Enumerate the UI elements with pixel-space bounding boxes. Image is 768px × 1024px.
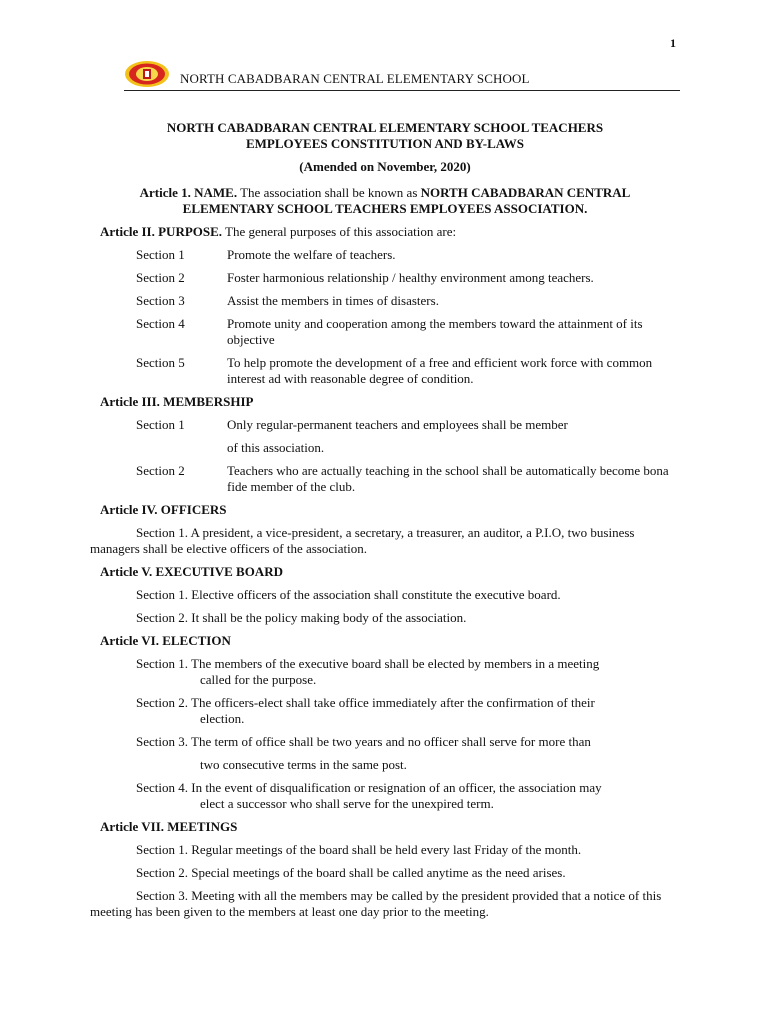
article-4-heading: Article IV. OFFICERS xyxy=(100,502,227,517)
article-2-heading: Article II. PURPOSE. The general purposes of this association are: xyxy=(100,224,457,239)
article-2-section-4: Section 4 Promote unity and cooperation among the members toward the attainment of its objective xyxy=(136,316,643,347)
association-name-1: NORTH CABADBARAN CENTRAL xyxy=(420,185,631,200)
association-name-2: ELEMENTARY SCHOOL TEACHERS EMPLOYEES ASSOCIATION. xyxy=(182,201,588,216)
page-header xyxy=(124,58,680,91)
article-1-text: The association shall be known as xyxy=(237,185,421,200)
article-4-section-1: Section 1. A president, a vice-president, a secretary, a treasurer, an auditor, a P.I.O, two business managers shall be elective officers of the association. xyxy=(90,525,635,556)
article-5-section-2: Section 2. It shall be the policy making body of the association. xyxy=(136,610,467,625)
doc-title xyxy=(90,120,680,152)
article-6-section-3: Section 3. The term of office shall be two years and no officer shall serve for more than two consecutive terms in the same post. xyxy=(136,734,591,772)
school-seal-icon xyxy=(124,60,170,88)
article-6-section-4: Section 4. In the event of disqualification or resignation of an officer, the association may elect a successor who shall serve for the unexpired term. xyxy=(136,780,602,811)
school-name: NORTH CABADBARAN CENTRAL ELEMENTARY SCHOOL xyxy=(180,71,530,86)
article-3-heading: Article III. MEMBERSHIP xyxy=(100,394,254,409)
article-3-section-2: Section 2 Teachers who are actually teaching in the school shall be automatically become bona fide member of the club. xyxy=(136,463,669,494)
article-7-section-3: Section 3. Meeting with all the members may be called by the president provided that a notice of this meeting has been given to the members at least one day prior to the meeting. xyxy=(90,888,662,919)
article-7-heading: Article VII. MEETINGS xyxy=(100,819,238,834)
article-6-heading: Article VI. ELECTION xyxy=(100,633,231,648)
article-7-section-1: Section 1. Regular meetings of the board shall be held every last Friday of the month. xyxy=(136,842,582,857)
doc-title-line1: NORTH CABADBARAN CENTRAL ELEMENTARY SCHOOL TEACHERS xyxy=(166,120,604,135)
doc-title-line2: EMPLOYEES CONSTITUTION AND BY-LAWS xyxy=(245,136,524,151)
article-1 xyxy=(90,185,680,217)
article-5-section-1: Section 1. Elective officers of the association shall constitute the executive board. xyxy=(136,587,561,602)
article-3-section-1-cont: of this association. xyxy=(227,440,325,455)
article-2-section-2: Section 2 Foster harmonious relationship / healthy environment among teachers. xyxy=(136,270,594,285)
article-5-heading: Article V. EXECUTIVE BOARD xyxy=(100,564,283,579)
amended-note: (Amended on November, 2020) xyxy=(299,159,471,174)
article-6-section-2: Section 2. The officers-elect shall take office immediately after the confirmation of their election. xyxy=(136,695,595,726)
page-number: 1 xyxy=(670,36,676,50)
article-1-heading: Article 1. NAME. xyxy=(139,185,238,200)
article-2-section-1: Section 1 Promote the welfare of teachers. xyxy=(136,247,396,262)
article-7-section-2: Section 2. Special meetings of the board shall be called anytime as the need arises. xyxy=(136,865,566,880)
article-6-section-1: Section 1. The members of the executive board shall be elected by members in a meeting called for the purpose. xyxy=(136,656,600,687)
document-body xyxy=(90,120,680,920)
article-2-section-3: Section 3 Assist the members in times of disasters. xyxy=(136,293,439,308)
article-3-section-1: Section 1 Only regular-permanent teachers and employees shall be member xyxy=(136,417,568,432)
article-2-section-5: Section 5 To help promote the development of a free and efficient work force with common interest ad with reasonable degree of condition. xyxy=(136,355,653,386)
